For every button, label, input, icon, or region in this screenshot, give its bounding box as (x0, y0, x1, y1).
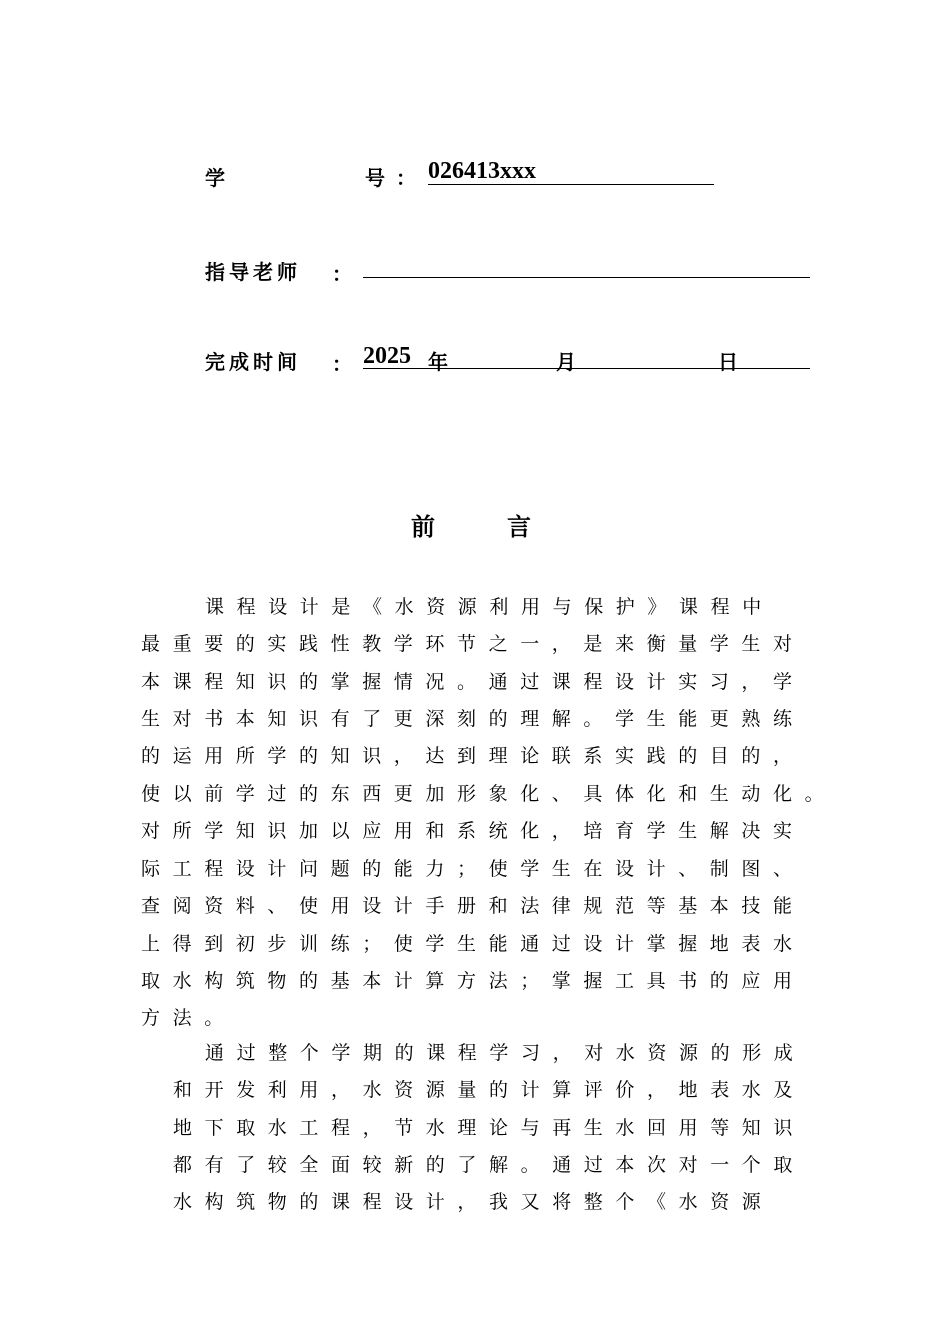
completion-date-colon: ： (332, 352, 352, 376)
preface-line: 课程设计是《水资源利用与保护》课程中 (205, 596, 774, 618)
preface-line: 方法。 (141, 1007, 236, 1029)
completion-day-unit: 日 (718, 350, 738, 374)
advisor-colon: ： (332, 262, 352, 286)
completion-date-underline (363, 368, 810, 369)
completion-month-unit: 月 (556, 350, 576, 374)
preface-title-char-2: 言 (507, 513, 531, 541)
preface-line: 查阅资料、使用设计手册和法律规范等基本技能 (141, 895, 805, 917)
completion-year-unit: 年 (428, 350, 448, 374)
preface-line: 际工程设计问题的能力；使学生在设计、制图、 (141, 858, 805, 880)
student-id-label-a: 学 (205, 166, 229, 190)
completion-year-value: 2025 (363, 343, 411, 369)
completion-date-label: 完成时间 (205, 350, 301, 374)
preface-line: 水构筑物的课程设计，我又将整个《水资源 (173, 1191, 774, 1213)
preface-line: 地下取水工程，节水理论与再生水回用等知识 (173, 1117, 806, 1139)
preface-line: 生对书本知识有了更深刻的理解。学生能更熟练 (141, 708, 805, 730)
preface-line: 最重要的实践性教学环节之一，是来衡量学生对 (141, 633, 805, 655)
advisor-underline (363, 277, 810, 278)
preface-line: 本课程知识的掌握情况。通过课程设计实习，学 (141, 671, 805, 693)
student-id-label-b: 号 (365, 166, 389, 190)
student-id-colon: ： (396, 166, 416, 190)
preface-line: 通过整个学期的课程学习，对水资源的形成 (205, 1042, 806, 1064)
preface-title-char-1: 前 (411, 513, 435, 541)
preface-line: 对所学知识加以应用和系统化，培育学生解决实 (141, 820, 805, 842)
preface-line: 上得到初步训练；使学生能通过设计掌握地表水 (141, 933, 805, 955)
preface-line: 都有了较全面较新的了解。通过本次对一个取 (173, 1154, 806, 1176)
preface-line: 的运用所学的知识，达到理论联系实践的目的， (141, 745, 805, 767)
advisor-label: 指导老师 (205, 260, 301, 284)
preface-line: 取水构筑物的基本计算方法；掌握工具书的应用 (141, 970, 805, 992)
preface-line: 使以前学过的东西更加形象化、具体化和生动化。 (141, 783, 837, 805)
student-id-underline (428, 184, 714, 185)
student-id-value: 026413xxx (428, 158, 536, 184)
preface-line: 和开发利用，水资源量的计算评价，地表水及 (173, 1079, 806, 1101)
